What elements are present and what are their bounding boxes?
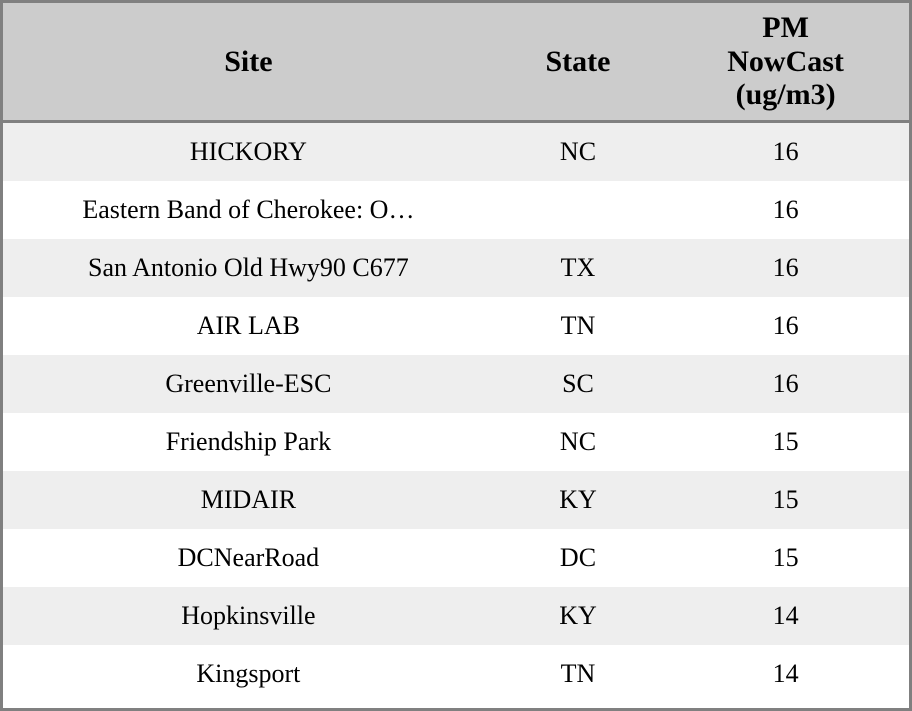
cell-site: Kingsport: [3, 645, 494, 703]
cell-state: KY: [494, 471, 662, 529]
column-header-state[interactable]: State: [494, 3, 662, 121]
cell-state: DC: [494, 529, 662, 587]
cell-value: 16: [662, 355, 909, 413]
cell-site: Greenville-ESC: [3, 355, 494, 413]
table-row[interactable]: [3, 413, 909, 471]
cell-site: AIR LAB: [3, 297, 494, 355]
cell-state: TN: [494, 297, 662, 355]
column-header-pm-nowcast[interactable]: [662, 3, 909, 121]
cell-state: NC: [494, 121, 662, 181]
cell-state: [494, 181, 662, 239]
table-row[interactable]: [3, 355, 909, 413]
cell-value: 16: [662, 121, 909, 181]
cell-state: SC: [494, 355, 662, 413]
table-row[interactable]: [3, 297, 909, 355]
cell-state: KY: [494, 587, 662, 645]
cell-state: TX: [494, 239, 662, 297]
cell-site: MIDAIR: [3, 471, 494, 529]
column-header-site[interactable]: Site: [3, 3, 494, 121]
cell-site: DCNearRoad: [3, 529, 494, 587]
air-quality-table: [3, 3, 909, 703]
cell-value: 16: [662, 297, 909, 355]
table-row[interactable]: [3, 645, 909, 703]
cell-value: 14: [662, 587, 909, 645]
column-header-pm-nowcast-line1: PM: [762, 11, 809, 44]
table-row[interactable]: [3, 181, 909, 239]
table-header: [3, 3, 909, 121]
table-row[interactable]: [3, 529, 909, 587]
cell-value: 16: [662, 181, 909, 239]
cell-site: Eastern Band of Cherokee: O…: [3, 181, 494, 239]
table-row[interactable]: [3, 121, 909, 181]
table-body: [3, 121, 909, 703]
cell-value: 14: [662, 645, 909, 703]
table-row[interactable]: [3, 239, 909, 297]
cell-state: NC: [494, 413, 662, 471]
column-header-pm-nowcast-line2: NowCast: [727, 44, 844, 78]
cell-state: TN: [494, 645, 662, 703]
cell-site: Friendship Park: [3, 413, 494, 471]
cell-site: HICKORY: [3, 121, 494, 181]
cell-value: 15: [662, 529, 909, 587]
cell-site: Hopkinsville: [3, 587, 494, 645]
cell-value: 15: [662, 413, 909, 471]
cell-value: 16: [662, 239, 909, 297]
cell-site: San Antonio Old Hwy90 C677: [3, 239, 494, 297]
table-row[interactable]: [3, 471, 909, 529]
column-header-pm-nowcast-line3: (ug/m3): [735, 78, 836, 112]
table-row[interactable]: [3, 587, 909, 645]
cell-value: 15: [662, 471, 909, 529]
table-header-row: [3, 3, 909, 121]
